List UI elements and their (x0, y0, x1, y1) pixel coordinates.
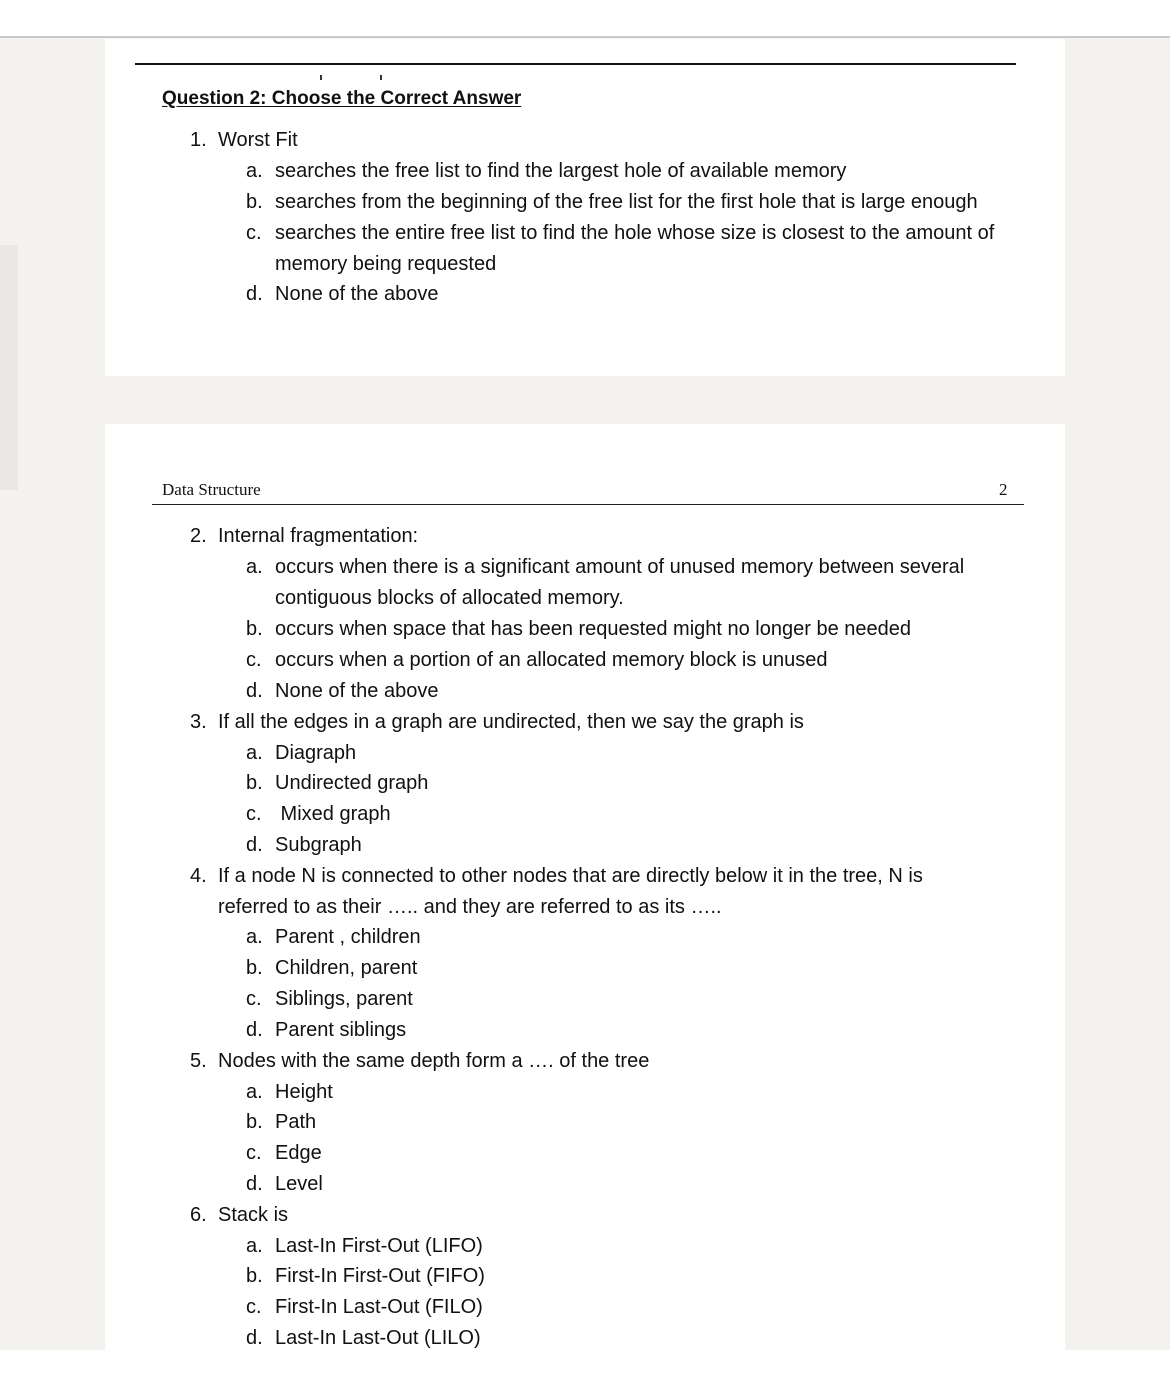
option-5d: d. Level (246, 1173, 323, 1195)
option-text: None of the above (275, 680, 439, 702)
option-3c: c. Mixed graph (246, 803, 391, 825)
option-text: Edge (275, 1142, 322, 1164)
option-4c: c. Siblings, parent (246, 988, 413, 1010)
question-text: Nodes with the same depth form a …. of the tree (218, 1050, 650, 1072)
question-number: 1. (190, 129, 207, 151)
option-text: Last-In First-Out (LIFO) (275, 1235, 483, 1257)
question-3 (190, 707, 804, 738)
option-text: occurs when space that has been requested might no longer be needed (275, 618, 911, 640)
option-3d: d. Subgraph (246, 834, 362, 856)
option-1c-continuation: memory being requested (275, 253, 497, 275)
question-text: If all the edges in a graph are undirected, then we say the graph is (218, 711, 804, 733)
option-5b: b. Path (246, 1111, 317, 1133)
option-2c: c. occurs when a portion of an allocated memory block is unused (246, 649, 828, 671)
option-text: searches from the beginning of the free list for the first hole that is large enough (275, 191, 978, 213)
option-4b: b. Children, parent (246, 957, 418, 979)
option-text: Parent siblings (275, 1019, 407, 1041)
question-text: Stack is (218, 1204, 289, 1226)
section-title: Question 2: Choose the Correct Answer (162, 88, 522, 109)
option-text: Level (275, 1173, 323, 1195)
option-1a: a. searches the free list to find the largest hole of available memory (246, 160, 847, 182)
option-text: Subgraph (275, 834, 362, 856)
option-2a-continuation: contiguous blocks of allocated memory. (275, 587, 624, 609)
option-2b: b. occurs when space that has been requested might no longer be needed (246, 618, 911, 640)
option-text: occurs when there is a significant amount of unused memory between several (275, 556, 965, 578)
option-6b: b. First-In First-Out (FIFO) (246, 1265, 485, 1287)
option-text: searches the entire free list to find the hole whose size is closest to the amount of (275, 222, 995, 244)
question-4-continuation: referred to as their ….. and they are referred to as its ….. (218, 896, 722, 918)
question-4 (190, 861, 923, 892)
option-6a: a. Last-In First-Out (LIFO) (246, 1235, 483, 1257)
question-number: 6. (190, 1204, 207, 1226)
question-2 (190, 521, 418, 552)
option-text: Last-In Last-Out (LILO) (275, 1327, 481, 1349)
option-text: Parent , children (275, 926, 421, 948)
option-1b: b. searches from the beginning of the free list for the first hole that is large enough (246, 191, 978, 213)
option-text: Mixed graph (275, 803, 391, 825)
option-text: Children, parent (275, 957, 418, 979)
option-text: Height (275, 1081, 333, 1103)
question-1 (190, 125, 298, 156)
option-text: searches the free list to find the largest hole of available memory (275, 160, 847, 182)
question-text: If a node N is connected to other nodes that are directly below it in the tree, N is (218, 865, 923, 887)
option-6d: d. Last-In Last-Out (LILO) (246, 1327, 481, 1349)
option-4d: d. Parent siblings (246, 1019, 407, 1041)
option-3b: b. Undirected graph (246, 772, 429, 794)
side-panel-edge (0, 245, 18, 490)
option-text: occurs when a portion of an allocated memory block is unused (275, 649, 828, 671)
previous-text-fragment (320, 75, 390, 83)
document-page-2 (105, 424, 1065, 1350)
option-text: First-In Last-Out (FILO) (275, 1296, 483, 1318)
header-rule (152, 504, 1024, 505)
option-text: None of the above (275, 283, 439, 305)
question-text: Worst Fit (218, 129, 298, 151)
document-page-1 (105, 39, 1065, 376)
option-text: Siblings, parent (275, 988, 413, 1010)
option-2d: d. None of the above (246, 680, 439, 702)
question-number: 2. (190, 525, 207, 547)
page-divider-line (135, 63, 1016, 65)
option-3a: a. Diagraph (246, 742, 357, 764)
option-6c: c. First-In Last-Out (FILO) (246, 1296, 483, 1318)
option-text: First-In First-Out (FIFO) (275, 1265, 485, 1287)
question-5 (190, 1046, 649, 1077)
question-text: Internal fragmentation: (218, 525, 419, 547)
option-4a: a. Parent , children (246, 926, 421, 948)
option-5c: c. Edge (246, 1142, 322, 1164)
question-number: 5. (190, 1050, 207, 1072)
page-number: 2 (999, 480, 1008, 499)
option-1d: d. None of the above (246, 283, 439, 305)
option-5a: a. Height (246, 1081, 333, 1103)
question-number: 4. (190, 865, 207, 887)
option-text: Path (275, 1111, 317, 1133)
option-text: Undirected graph (275, 772, 429, 794)
question-6 (190, 1200, 288, 1231)
question-number: 3. (190, 711, 207, 733)
option-text: Diagraph (275, 742, 357, 764)
running-header-title: Data Structure (162, 480, 261, 499)
option-2a: a. occurs when there is a significant amount of unused memory between several (246, 556, 965, 578)
option-1c: c. searches the entire free list to find the hole whose size is closest to the amount of (246, 222, 995, 244)
